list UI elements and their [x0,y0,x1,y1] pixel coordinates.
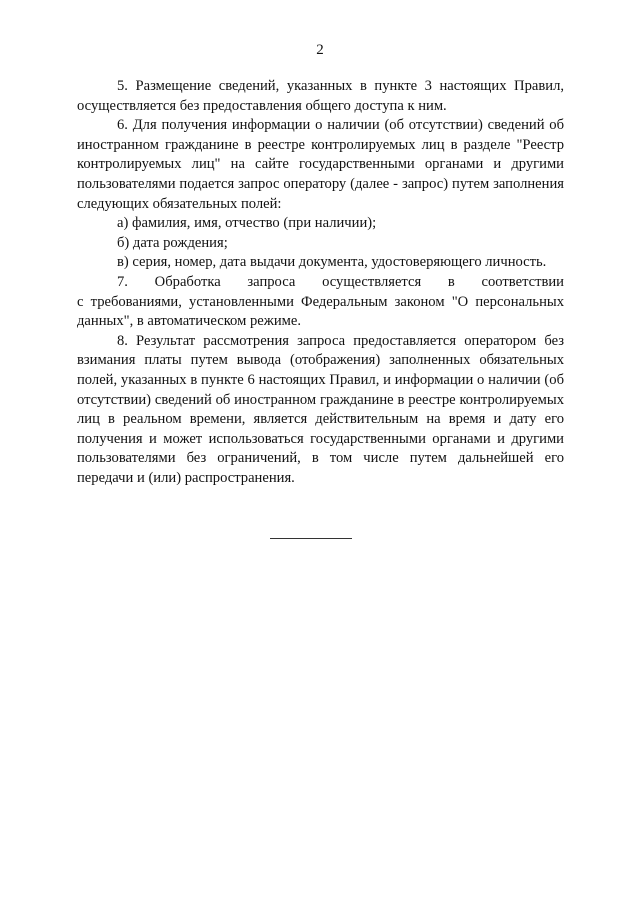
paragraph-8: 8. Результат рассмотрения запроса предоставляется оператором без взимания платы путем вывода (отображения) заполненных обязательных полей, указанных в пункте 6 настоящих Правил, и информации о наличии (об отсутствии) сведений об иностранном гражданине в реестре контролируемых лиц в реальном времени, является действительным на время и дату его получения и может использоваться государственными органами и другими пользователями без ограничений, в том числе путем дальнейшей его передачи и (или) распространения. [77,332,564,486]
paragraph-5-line-2: осуществляется без предоставления общего доступа к ним. [77,97,447,114]
end-divider-line [270,538,352,539]
paragraph-7-line-1: 7. Обработка запроса осуществляется в соответствии [117,273,564,290]
list-item-a: а) фамилия, имя, отчество (при наличии); [117,215,377,232]
page-number: 2 [316,42,324,58]
list-item-b: б) дата рождения; [117,234,228,251]
paragraph-6: 6. Для получения информации о наличии (об отсутствии) сведений об иностранном гражданине в реестре контролируемых лиц в разделе "Реестр контролируемых лиц" на сайте государственными органами и другими пользователями подается запрос оператору (далее - запрос) путем заполнения следующих обязательных полей: [77,117,564,212]
list-item-c: в) серия, номер, дата выдачи документа, удостоверяющего личность. [117,254,547,271]
paragraph-7-continuation: с требованиями, установленными Федеральным законом "О персональных данных", в автоматическом режиме. [77,293,564,330]
document-body [77,77,564,488]
paragraph-5-line-1: 5. Размещение сведений, указанных в пункте 3 настоящих Правил, [117,78,564,94]
